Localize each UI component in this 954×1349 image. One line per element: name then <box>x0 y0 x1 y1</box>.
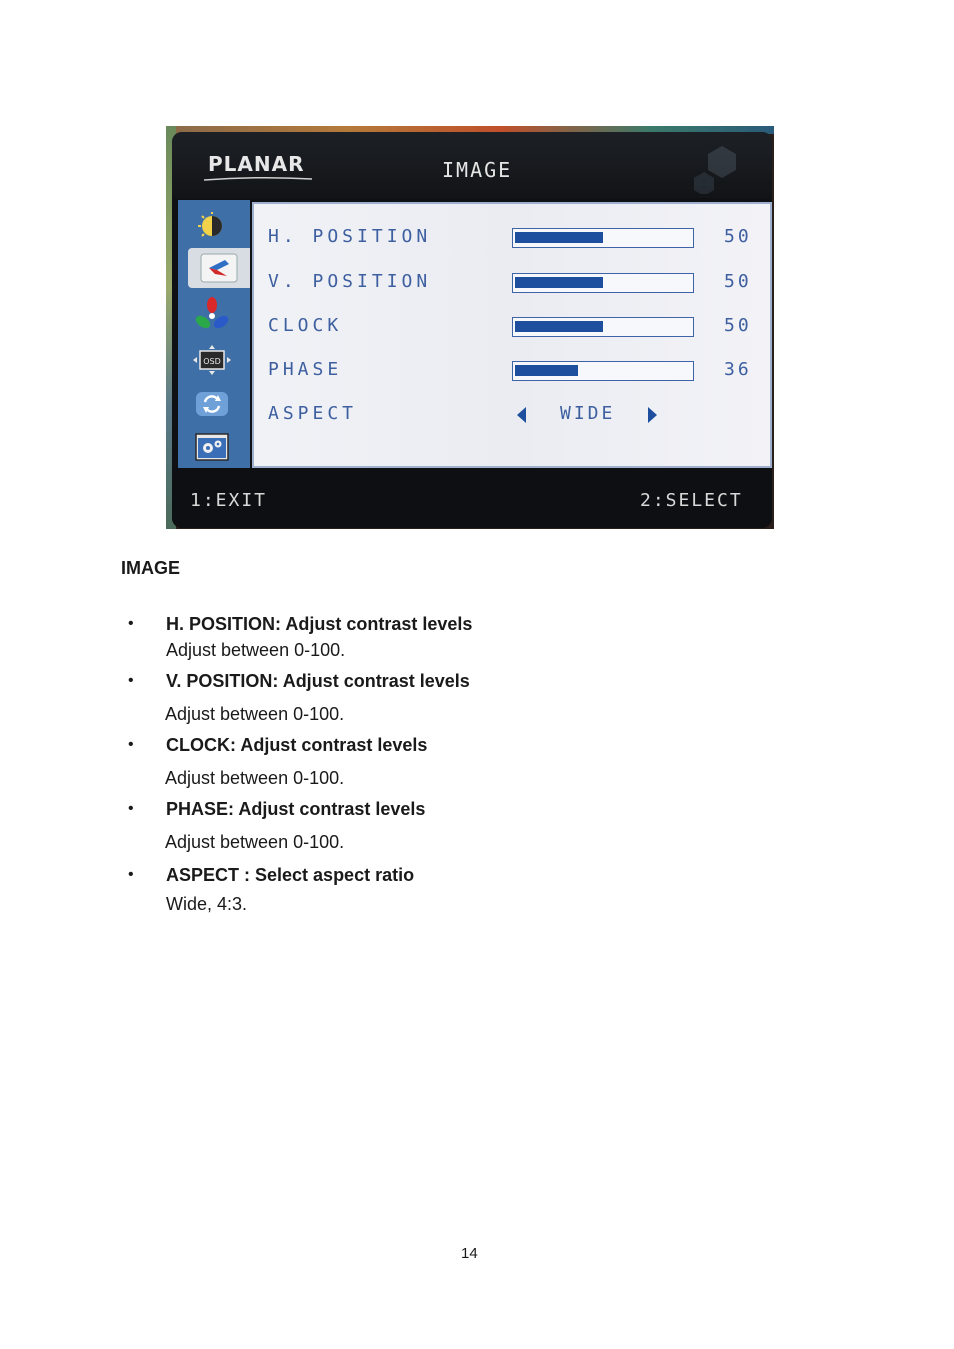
planar-logo: PLANAR <box>208 152 305 176</box>
clock-slider-fill <box>515 321 603 332</box>
aspect-value: WIDE <box>560 403 616 424</box>
phase-heading: PHASE: Adjust contrast levels <box>166 799 426 819</box>
h-position-value: 50 <box>724 226 752 247</box>
osd-settings-icon[interactable] <box>184 340 240 380</box>
osd-screenshot <box>166 126 774 529</box>
phase-description: Adjust between 0-100. <box>165 832 345 852</box>
brightness-contrast-icon[interactable] <box>184 206 240 246</box>
h-position-description: Adjust between 0-100. <box>166 640 346 660</box>
v-position-label: V. POSITION <box>268 271 432 292</box>
aspect-description: Wide, 4:3. <box>166 894 248 914</box>
section-title: IMAGE <box>121 558 181 578</box>
image-icon[interactable] <box>188 248 250 288</box>
clock-slider[interactable] <box>512 317 694 337</box>
osd-image-panel <box>252 202 772 468</box>
phase-label: PHASE <box>268 359 343 380</box>
exit-hint[interactable]: 1:EXIT <box>190 490 268 511</box>
bullet: • <box>128 672 134 689</box>
v-position-value: 50 <box>724 271 752 292</box>
page-number: 14 <box>461 1245 478 1262</box>
clock-value: 50 <box>724 315 752 336</box>
logo-swoosh <box>202 176 314 182</box>
v-position-description: Adjust between 0-100. <box>165 704 345 724</box>
clock-description: Adjust between 0-100. <box>165 768 345 788</box>
osd-title: IMAGE <box>442 158 513 182</box>
bullet: • <box>128 800 134 817</box>
v-position-slider-fill <box>515 277 603 288</box>
select-hint[interactable]: 2:SELECT <box>640 490 743 511</box>
bullet: • <box>128 736 134 753</box>
h-position-slider-fill <box>515 232 603 243</box>
h-position-label: H. POSITION <box>268 226 432 247</box>
clock-label: CLOCK <box>268 315 343 336</box>
osd-menu <box>172 132 772 528</box>
h-position-heading: H. POSITION: Adjust contrast levels <box>166 614 473 634</box>
clock-heading: CLOCK: Adjust contrast levels <box>166 735 428 755</box>
color-icon[interactable] <box>184 294 240 334</box>
aspect-left-arrow-icon[interactable] <box>516 406 528 424</box>
hexagon-decoration <box>692 144 752 194</box>
v-position-slider[interactable] <box>512 273 694 293</box>
aspect-right-arrow-icon[interactable] <box>646 406 658 424</box>
phase-slider[interactable] <box>512 361 694 381</box>
bullet: • <box>128 615 134 632</box>
v-position-heading: V. POSITION: Adjust contrast levels <box>166 671 470 691</box>
phase-value: 36 <box>724 359 752 380</box>
h-position-slider[interactable] <box>512 228 694 248</box>
reset-icon[interactable] <box>184 384 240 424</box>
bullet: • <box>128 866 134 883</box>
osd-footer <box>172 468 772 528</box>
osd-header <box>172 132 772 198</box>
aspect-label: ASPECT <box>268 403 358 424</box>
setup-icon[interactable] <box>184 426 240 466</box>
phase-slider-fill <box>515 365 578 376</box>
svg-text:OSD: OSD <box>203 357 221 366</box>
aspect-heading: ASPECT : Select aspect ratio <box>166 865 415 885</box>
osd-sidebar <box>178 200 250 468</box>
